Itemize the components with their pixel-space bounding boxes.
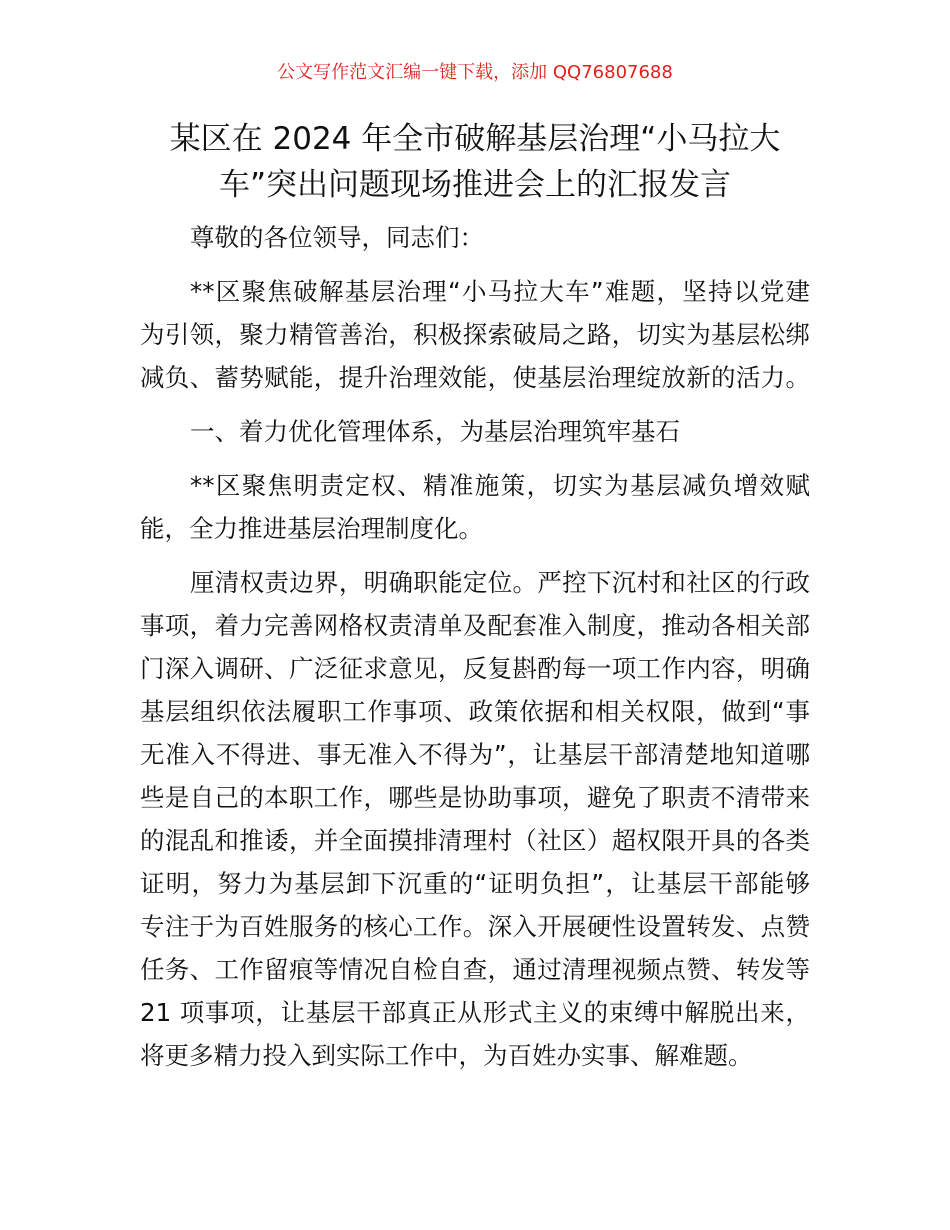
- paragraph-1: [140, 270, 810, 399]
- text-line: 基层组织依法履职工作事项、政策依据和相关权限，做到“事: [140, 697, 810, 726]
- text-line: 21 项事项，让基层干部真正从形式主义的束缚中解脱出来，: [140, 998, 810, 1027]
- paragraph-2: [140, 464, 810, 550]
- text-line: 减负、蓄势赋能，提升治理效能，使基层治理绽放新的活力。: [140, 363, 810, 392]
- section-heading: 一、着力优化管理体系，为基层治理筑牢基石: [190, 417, 680, 446]
- text-line: 专注于为百姓服务的核心工作。深入开展硬性设置转发、点赞: [140, 912, 810, 941]
- text-line: 为引领，聚力精管善治，积极探索破局之路，切实为基层松绑: [140, 320, 810, 349]
- text-line: 无准入不得进、事无准入不得为”，让基层干部清楚地知道哪: [140, 740, 810, 769]
- paragraph-3: [140, 561, 810, 1077]
- document-title: [140, 116, 810, 208]
- text-line: 厘清权责边界，明确职能定位。严控下沉村和社区的行政: [190, 568, 810, 597]
- title-line: 某区在 2024 年全市破解基层治理“小马拉大: [169, 121, 781, 157]
- text-line: 能，全力推进基层治理制度化。: [140, 514, 483, 543]
- text-line: 些是自己的本职工作，哪些是协助事项，避免了职责不清带来: [140, 783, 810, 812]
- salutation: 尊敬的各位领导，同志们：: [190, 223, 484, 252]
- document-body: [140, 216, 810, 1077]
- text-line: 任务、工作留痕等情况自检自查，通过清理视频点赞、转发等: [140, 955, 810, 984]
- text-line: **区聚焦明责定权、精准施策，切实为基层减负增效赋: [190, 471, 810, 500]
- text-line: **区聚焦破解基层治理“小马拉大车”难题，坚持以党建: [190, 277, 810, 306]
- text-line: 证明，努力为基层卸下沉重的“证明负担”，让基层干部能够: [140, 869, 810, 898]
- text-line: 将更多精力投入到实际工作中，为百姓办实事、解难题。: [140, 1041, 753, 1070]
- text-line: 门深入调研、广泛征求意见，反复斟酌每一项工作内容，明确: [140, 654, 810, 683]
- text-line: 事项，着力完善网格权责清单及配套准入制度，推动各相关部: [140, 611, 810, 640]
- watermark-header: 公文写作范文汇编一键下载，添加 QQ76807688: [277, 62, 673, 83]
- title-line: 车”突出问题现场推进会上的汇报发言: [218, 167, 732, 203]
- text-line: 的混乱和推诿，并全面摸排清理村（社区）超权限开具的各类: [140, 826, 810, 855]
